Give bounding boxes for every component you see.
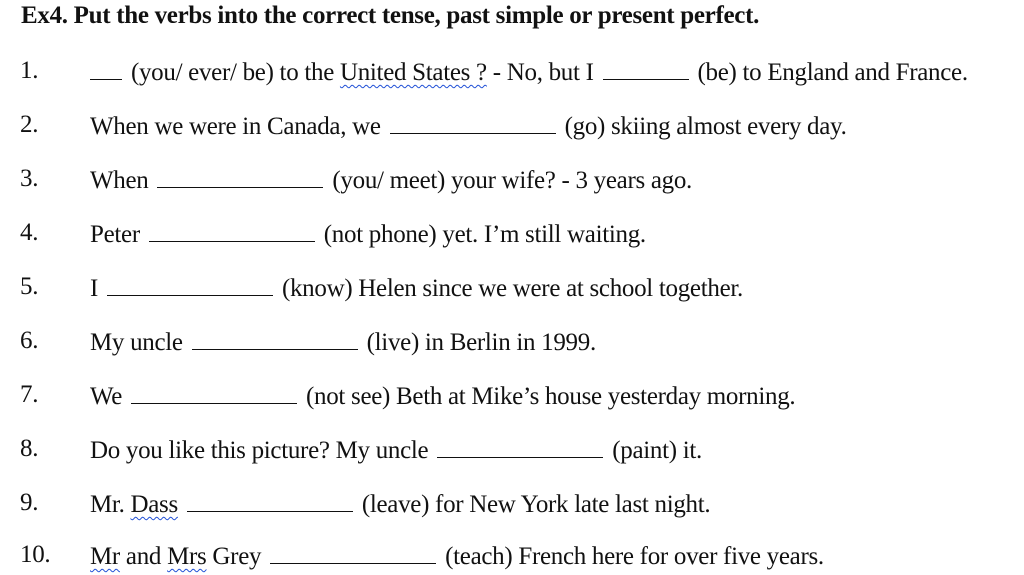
answer-blank[interactable]: [157, 165, 323, 188]
item-text: (live) in Berlin in 1999.: [366, 329, 596, 356]
item-text: (not see) Beth at Mike’s house yesterday morning.: [306, 383, 796, 410]
item-text: (be) to England and France.: [697, 59, 968, 86]
exercise-item-7: [0, 381, 1024, 415]
exercise-item-5: [0, 273, 1024, 307]
item-text: (go) skiing almost every day.: [564, 113, 847, 140]
item-text: (know) Helen since we were at school together.: [281, 275, 743, 302]
item-text: I: [90, 275, 99, 302]
answer-blank[interactable]: [270, 541, 436, 564]
answer-blank[interactable]: [90, 57, 122, 80]
item-sentence: [90, 381, 795, 411]
item-sentence: [90, 273, 743, 303]
item-number: 7.: [20, 381, 39, 408]
item-text: (not phone) yet. I’m still waiting.: [323, 221, 646, 248]
item-text: Peter: [90, 221, 140, 248]
answer-blank[interactable]: [187, 489, 353, 512]
item-text: (you/ ever/ be) to the: [130, 59, 334, 86]
item-text: When: [90, 167, 149, 194]
item-sentence: [90, 111, 847, 141]
answer-blank[interactable]: [437, 435, 603, 458]
answer-blank[interactable]: [192, 327, 358, 350]
item-text-spellcheck: United States ?: [339, 59, 487, 86]
item-sentence: [90, 165, 692, 195]
item-number: 2.: [20, 111, 39, 138]
item-text: (paint) it.: [612, 437, 702, 464]
answer-blank[interactable]: [107, 273, 273, 296]
answer-blank[interactable]: [149, 219, 315, 242]
item-sentence: [90, 327, 596, 357]
item-text: Mr.: [90, 491, 125, 518]
answer-blank[interactable]: [390, 111, 556, 134]
item-text: My uncle: [90, 329, 183, 356]
item-sentence: [90, 57, 968, 87]
item-sentence: [90, 219, 646, 249]
item-number: 1.: [20, 57, 39, 84]
item-number: 6.: [20, 327, 39, 354]
item-text: and: [125, 543, 162, 570]
answer-blank[interactable]: [603, 57, 689, 80]
item-text: (leave) for New York late last night.: [361, 491, 711, 518]
item-text-spellcheck: Mr: [90, 543, 120, 570]
item-sentence: [90, 489, 710, 519]
exercise-title: Ex4. Put the verbs into the correct tense, past simple or present perfect.: [21, 2, 760, 29]
item-text: - No, but I: [492, 59, 594, 86]
exercise-item-6: [0, 327, 1024, 361]
item-number: 8.: [20, 435, 39, 462]
item-number: 3.: [20, 165, 39, 192]
exercise-item-2: [0, 111, 1024, 145]
exercise-item-1: [0, 57, 1024, 91]
item-sentence: [90, 541, 824, 571]
item-text: We: [90, 383, 123, 410]
item-text: (teach) French here for over five years.: [445, 543, 824, 570]
exercise-item-9: [0, 489, 1024, 523]
exercise-item-4: [0, 219, 1024, 253]
exercise-item-3: [0, 165, 1024, 199]
item-text: When we were in Canada, we: [90, 113, 381, 140]
answer-blank[interactable]: [131, 381, 297, 404]
item-text: Grey: [212, 543, 262, 570]
item-text: Do you like this picture? My uncle: [90, 437, 429, 464]
item-sentence: [90, 435, 702, 465]
exercise-item-8: [0, 435, 1024, 469]
item-number: 10.: [20, 541, 51, 568]
item-text-spellcheck: Dass: [130, 491, 178, 518]
exercise-item-10: [0, 541, 1024, 575]
item-text-spellcheck: Mrs: [167, 543, 207, 570]
item-number: 5.: [20, 273, 39, 300]
item-text: (you/ meet) your wife? - 3 years ago.: [332, 167, 692, 194]
item-number: 9.: [20, 489, 39, 516]
item-number: 4.: [20, 219, 39, 246]
